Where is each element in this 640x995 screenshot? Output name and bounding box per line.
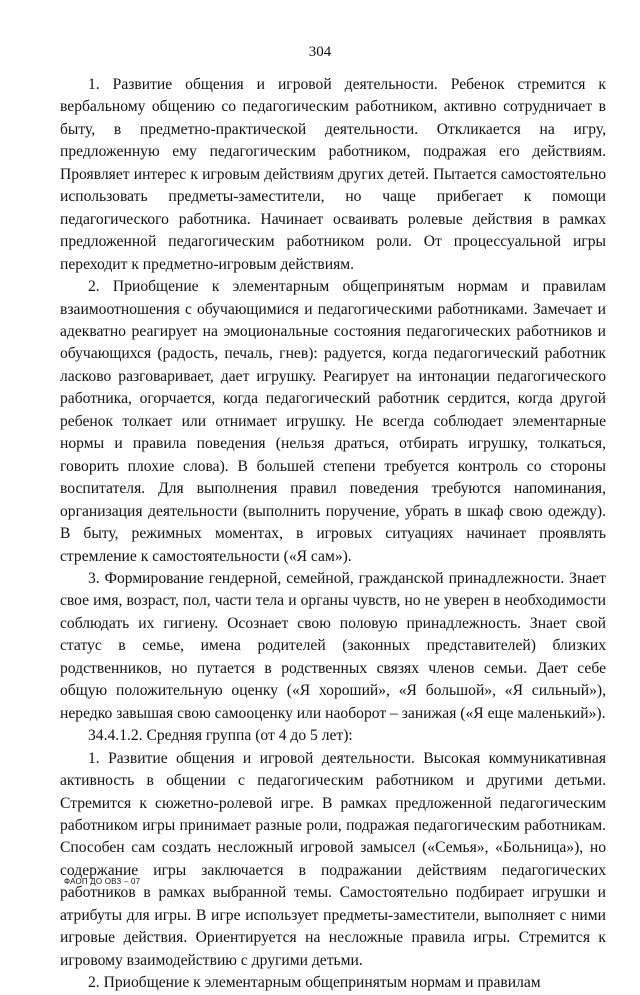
footer-label: ФАОП ДО ОВЗ – 07 bbox=[64, 877, 141, 886]
page-number: 304 bbox=[308, 44, 332, 60]
paragraph-2-early-age-norms-rules: 2. Приобщение к элементарным общепринятым нормам и правилам взаимоотношения с обучающимися и педагогическими работниками. Замечает и адекватно реагирует на эмоциональные состояния педагогических работников и обучающихся (радость, печаль, гнев): радуется, когда педагогический работник ласково разговаривает, дает игрушку. Реагирует на интонации педагогического работника, огорчается, когда педагогический работник сердится, когда другой ребенок толкает или отнимает игрушку. Не всегда соблюдает элементарные нормы и правила поведения (нельзя драться, отбирать игрушку, толкаться, говорить плохие слова). В большей степени требуется контроль со стороны воспитателя. Для выполнения правил поведения требуются напоминания, организация деятельности (выполнить поручение, убрать в шкаф свою одежду). В быту, режимных моментах, в игровых ситуациях начинает проявлять стремление к самостоятельности («Я сам»). bbox=[60, 278, 606, 565]
document-body bbox=[60, 74, 606, 995]
paragraph-3-early-age-gender-family: 3. Формирование гендерной, семейной, гражданской принадлежности. Знает свое имя, возраст, пол, части тела и органы чувств, но не уверен в необходимости соблюдать их гигиену. Осознает свою половую принадлежность. Знает свой статус в семье, имена родителей (законных представителей) близких родственников, но путается в родственных связях членов семьи. Дает себе общую положительную оценку («Я хороший», «Я большой», «Я сильный»), нередко завышая свою самооценку или наоборот – занижая («Я еще маленький»). bbox=[60, 569, 606, 722]
section-heading-middle-group: 34.4.1.2. Средняя группа (от 4 до 5 лет): bbox=[88, 727, 353, 745]
paragraph-4-middle-group-communication-play: 1. Развитие общения и игровой деятельности. Высокая коммуникативная активность в общении с педагогическим работником и другими детьми. Стремится к сюжетно-ролевой игре. В рамках предложенной педагогическим работником игры принимает разные роли, подражая педагогическим работникам. Способен сам создать несложный игровой замысел («Семья», «Больница»), но содержание игры заключается в подражании действиям педагогических работников в рамках выбранной темы. Самостоятельно подбирает игрушки и атрибуты для игры. В игре использует предметы-заместители, выполняет с ними игровые действия. Ориентируется на несложные правила игры. Стремится к игровому взаимодействию с другими детьми. bbox=[60, 749, 606, 969]
paragraph-1-early-age-communication-play: 1. Развитие общения и игровой деятельности. Ребенок стремится к вербальному общению со педагогическим работником, активно сотрудничает в быту, в предметно-практической деятельности. Откликается на игру, предложенную ему педагогическим работником, подражая его действиям. Проявляет интерес к игровым действиям других детей. Пытается самостоятельно использовать предметы-заместители, но чаще прибегает к помощи педагогического работника. Начинает осваивать ролевые действия в рамках предложенной педагогическим работником роли. От процессуальной игры переходит к предметно-игровым действиям. bbox=[60, 76, 606, 273]
paragraph-5-middle-group-norms-rules: 2. Приобщение к элементарным общепринятым нормам и правилам bbox=[88, 974, 541, 992]
